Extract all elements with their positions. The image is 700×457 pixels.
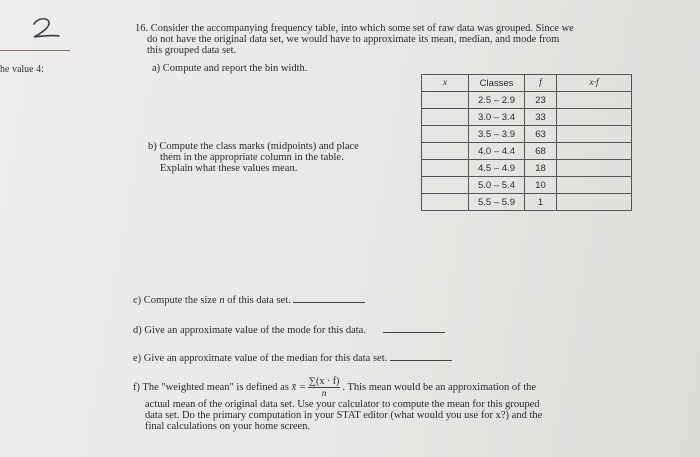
cell-x[interactable] bbox=[422, 160, 469, 177]
cell-class: 3.5 – 3.9 bbox=[469, 126, 525, 143]
cell-class: 3.0 – 3.4 bbox=[469, 109, 525, 126]
cell-f: 1 bbox=[525, 194, 557, 211]
table-row bbox=[422, 194, 632, 211]
part-e-text: e) Give an approximate value of the median for this data set. bbox=[133, 353, 388, 364]
part-f-text: f) The "weighted mean" is defined as bbox=[133, 381, 292, 393]
cell-class: 5.5 – 5.9 bbox=[469, 194, 525, 211]
intro-line: do not have the original data set, we would have to approximate its mean, median, and mode from bbox=[147, 34, 560, 45]
cell-class: 2.5 – 2.9 bbox=[469, 92, 525, 109]
table-row bbox=[422, 126, 632, 143]
part-c-text: c) Compute the size bbox=[133, 295, 220, 306]
part-f-text-end: . This mean would be an approximation of the bbox=[342, 381, 537, 393]
part-f-line: data set. Do the primary computation in your STAT editor (what would you use for x?) and the bbox=[145, 410, 543, 421]
cell-xf[interactable] bbox=[557, 92, 632, 109]
cell-xf[interactable] bbox=[557, 160, 632, 177]
cell-x[interactable] bbox=[422, 126, 469, 143]
variable-n: n bbox=[219, 295, 225, 306]
part-b-line: them in the appropriate column in the table. bbox=[160, 152, 344, 163]
formula-numerator: ∑(x · f) bbox=[308, 376, 340, 387]
part-f bbox=[133, 376, 663, 432]
cell-f: 68 bbox=[525, 143, 557, 160]
intro-line: this grouped data set. bbox=[147, 45, 237, 56]
margin-rule bbox=[0, 50, 70, 51]
part-b-line: Explain what these values mean. bbox=[160, 163, 298, 174]
part-a: a) Compute and report the bin width. bbox=[152, 63, 308, 74]
handwritten-mark bbox=[30, 16, 62, 42]
weighted-mean-formula bbox=[308, 376, 340, 399]
part-f-line: actual mean of the original data set. Use your calculator to compute the mean for this grouped bbox=[145, 399, 540, 410]
answer-blank-d[interactable] bbox=[383, 323, 445, 333]
cell-f: 33 bbox=[525, 109, 557, 126]
header-f: f bbox=[525, 75, 557, 92]
cell-x[interactable] bbox=[422, 194, 469, 211]
question-intro bbox=[135, 23, 655, 56]
cell-class: 4.0 – 4.4 bbox=[469, 143, 525, 160]
part-c-text-end: of this data set. bbox=[224, 295, 291, 306]
cell-xf[interactable] bbox=[557, 143, 632, 160]
cell-f: 10 bbox=[525, 177, 557, 194]
table-row bbox=[422, 160, 632, 177]
header-classes: Classes bbox=[469, 75, 525, 92]
part-b-line: b) Compute the class marks (midpoints) and place bbox=[148, 141, 359, 152]
cell-f: 63 bbox=[525, 126, 557, 143]
table-header-row bbox=[422, 75, 632, 92]
table-row bbox=[422, 177, 632, 194]
header-xf: x·f bbox=[557, 75, 632, 92]
cell-xf[interactable] bbox=[557, 194, 632, 211]
margin-note: he value 4: bbox=[0, 64, 44, 75]
part-d-text: d) Give an approximate value of the mode for this data. bbox=[133, 325, 366, 336]
part-d bbox=[133, 323, 445, 336]
cell-class: 5.0 – 5.4 bbox=[469, 177, 525, 194]
header-x: x bbox=[422, 75, 469, 92]
cell-xf[interactable] bbox=[557, 177, 632, 194]
cell-class: 4.5 – 4.9 bbox=[469, 160, 525, 177]
cell-f: 23 bbox=[525, 92, 557, 109]
formula-denominator: n bbox=[321, 388, 327, 398]
answer-blank-e[interactable] bbox=[390, 351, 452, 361]
cell-x[interactable] bbox=[422, 109, 469, 126]
table-row bbox=[422, 109, 632, 126]
cell-x[interactable] bbox=[422, 92, 469, 109]
answer-blank-c[interactable] bbox=[293, 293, 365, 303]
xbar-symbol: x̄ = bbox=[291, 381, 306, 393]
part-b bbox=[148, 141, 408, 174]
intro-line: 16. Consider the accompanying frequency table, into which some set of raw data was grouped. Since we bbox=[135, 23, 574, 34]
cell-x[interactable] bbox=[422, 177, 469, 194]
part-c bbox=[133, 293, 365, 306]
cell-xf[interactable] bbox=[557, 126, 632, 143]
table-row bbox=[422, 92, 632, 109]
cell-x[interactable] bbox=[422, 143, 469, 160]
table-row bbox=[422, 143, 632, 160]
cell-f: 18 bbox=[525, 160, 557, 177]
cell-xf[interactable] bbox=[557, 109, 632, 126]
part-f-line: final calculations on your home screen. bbox=[145, 421, 311, 432]
frequency-table bbox=[421, 74, 632, 211]
part-e bbox=[133, 351, 452, 364]
